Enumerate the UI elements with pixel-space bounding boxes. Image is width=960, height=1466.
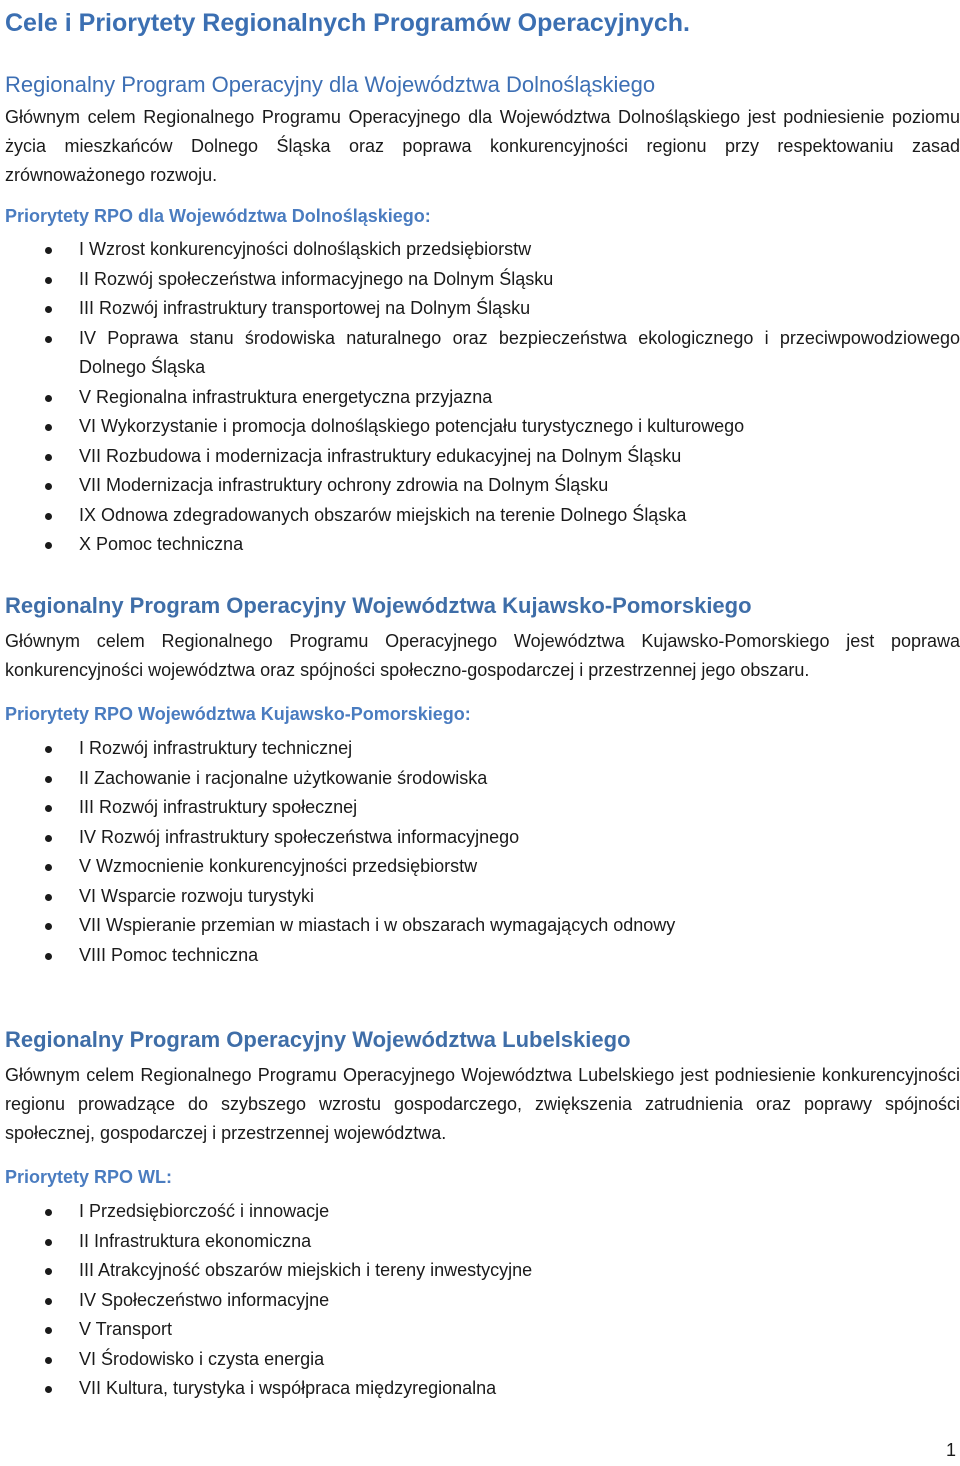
page-number: 1 — [945, 1440, 956, 1460]
list-item: I Rozwój infrastruktury technicznej — [5, 734, 960, 764]
section-heading: Regionalny Program Operacyjny dla Województwa Dolnośląskiego — [5, 72, 656, 97]
list-item: II Zachowanie i racjonalne użytkowanie środowiska — [5, 764, 960, 794]
list-item: IX Odnowa zdegradowanych obszarów miejskich na terenie Dolnego Śląska — [5, 501, 960, 531]
priorities-list — [5, 235, 960, 560]
list-item: VI Środowisko i czysta energia — [5, 1345, 960, 1375]
list-item: V Wzmocnienie konkurencyjności przedsiębiorstw — [5, 852, 960, 882]
section-lubelskie — [5, 1022, 960, 1404]
list-item: V Transport — [5, 1315, 960, 1345]
list-item: VI Wsparcie rozwoju turystyki — [5, 882, 960, 912]
priorities-heading: Priorytety RPO WL: — [5, 1167, 173, 1187]
list-item: IV Rozwój infrastruktury społeczeństwa informacyjnego — [5, 823, 960, 853]
list-item: IV Poprawa stanu środowiska naturalnego oraz bezpieczeństwa ekologicznego i przeciwpowodziowego Dolnego Śląska — [5, 324, 960, 383]
list-item: VII Kultura, turystyka i współpraca międzyregionalna — [5, 1374, 960, 1404]
section-heading: Regionalny Program Operacyjny Województwa Lubelskiego — [5, 1027, 631, 1052]
list-item: VII Rozbudowa i modernizacja infrastruktury edukacyjnej na Dolnym Śląsku — [5, 442, 960, 472]
document-page — [5, 0, 960, 1398]
priorities-heading: Priorytety RPO dla Województwa Dolnośląskiego: — [5, 206, 431, 226]
list-item: I Wzrost konkurencyjności dolnośląskich przedsiębiorstw — [5, 235, 960, 265]
list-item: VI Wykorzystanie i promocja dolnośląskiego potencjału turystycznego i kulturowego — [5, 412, 960, 442]
list-item: IV Społeczeństwo informacyjne — [5, 1286, 960, 1316]
section-heading: Regionalny Program Operacyjny Województwa Kujawsko-Pomorskiego — [5, 593, 752, 618]
section-dolnoslaskie — [5, 68, 960, 560]
priorities-list — [5, 734, 960, 970]
list-item: II Rozwój społeczeństwa informacyjnego na Dolnym Śląsku — [5, 265, 960, 295]
priorities-list — [5, 1197, 960, 1404]
list-item: III Atrakcyjność obszarów miejskich i tereny inwestycyjne — [5, 1256, 960, 1286]
list-item: III Rozwój infrastruktury transportowej na Dolnym Śląsku — [5, 294, 960, 324]
list-item: I Przedsiębiorczość i innowacje — [5, 1197, 960, 1227]
list-item: V Regionalna infrastruktura energetyczna przyjazna — [5, 383, 960, 413]
list-item: VII Modernizacja infrastruktury ochrony zdrowia na Dolnym Śląsku — [5, 471, 960, 501]
section-goal: Głównym celem Regionalnego Programu Operacyjnego dla Województwa Dolnośląskiego jest podniesienie poziomu życia mieszkańców Dolnego Śląska oraz poprawa konkurencyjności regionu przy respektowaniu zasad zrównoważonego rozwoju. — [5, 107, 960, 185]
list-item: VII Wspieranie przemian w miastach i w obszarach wymagających odnowy — [5, 911, 960, 941]
priorities-heading: Priorytety RPO Województwa Kujawsko-Pomorskiego: — [5, 704, 471, 724]
list-item: VIII Pomoc techniczna — [5, 941, 960, 971]
section-kujawsko-pomorskie — [5, 588, 960, 970]
list-item: X Pomoc techniczna — [5, 530, 960, 560]
section-goal: Głównym celem Regionalnego Programu Operacyjnego Województwa Lubelskiego jest podniesienie konkurencyjności regionu prowadzące do szybszego wzrostu gospodarczego, zwiększenia zatrudnienia oraz poprawy spójności społecznej, gospodarczej i przestrzennej województwa. — [5, 1065, 960, 1143]
list-item: II Infrastruktura ekonomiczna — [5, 1227, 960, 1257]
section-goal: Głównym celem Regionalnego Programu Operacyjnego Województwa Kujawsko-Pomorskiego jest poprawa konkurencyjności województwa oraz spójności społeczno-gospodarczej i przestrzennej jego obszaru. — [5, 631, 960, 680]
document-title: Cele i Priorytety Regionalnych Programów Operacyjnych. — [5, 9, 690, 37]
list-item: III Rozwój infrastruktury społecznej — [5, 793, 960, 823]
